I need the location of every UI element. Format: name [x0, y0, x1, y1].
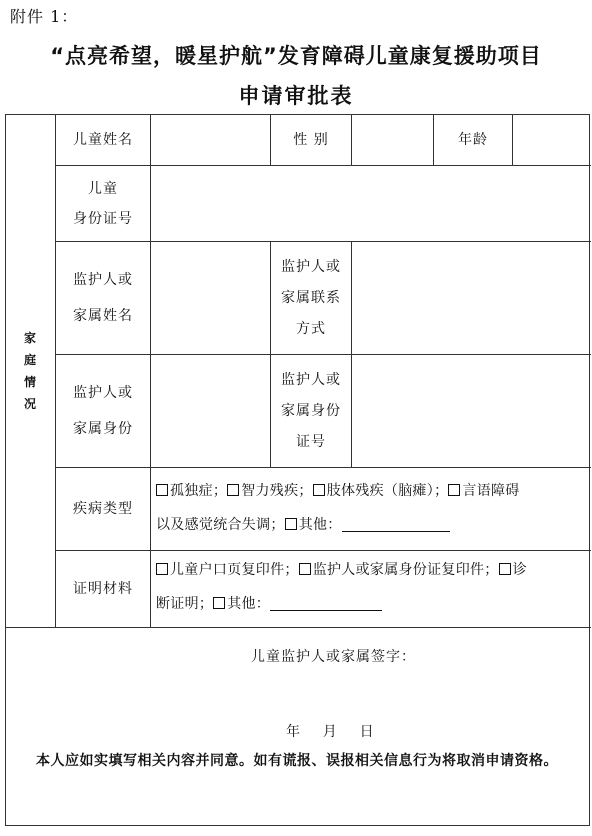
attachment-label: 附件 1： — [10, 7, 79, 26]
label-age: 年龄 — [458, 132, 488, 148]
disease-options — [156, 474, 588, 542]
label-guardian-id-line1: 监护人或 — [73, 385, 133, 401]
label-guardian-name-line1: 监护人或 — [73, 272, 133, 288]
label-guardian-contact-line3: 方式 — [296, 320, 326, 337]
divider — [6, 627, 591, 628]
label-child-id-line1: 儿童 — [88, 180, 118, 197]
checkbox-guardian-id-copy[interactable] — [299, 563, 311, 575]
proof-options — [156, 553, 588, 621]
section-label-char: 况 — [23, 397, 36, 411]
input-guardian-contact[interactable] — [352, 242, 591, 354]
label-guardian-id-number-line1: 监护人或 — [281, 371, 341, 388]
input-gender[interactable] — [352, 115, 433, 165]
application-form — [5, 114, 590, 826]
option-diagnosis: 诊 — [512, 562, 527, 578]
option-speech: 言语障碍 — [462, 483, 520, 499]
checkbox-physical[interactable] — [313, 484, 325, 496]
label-guardian-name — [56, 242, 150, 354]
checkbox-autism[interactable] — [156, 484, 168, 496]
label-guardian-id-number-line2: 家属身份 — [281, 402, 341, 419]
form-title-line2: 申请审批表 — [238, 84, 354, 108]
option-autism: 孤独症； — [170, 483, 228, 499]
disease-options-line1 — [156, 474, 588, 508]
label-guardian-contact-line2: 家属联系 — [281, 289, 341, 306]
input-age[interactable] — [513, 115, 591, 165]
section-label-char: 家 — [23, 331, 36, 345]
label-guardian-id — [56, 355, 150, 467]
checkbox-disease-other[interactable] — [285, 518, 297, 530]
label-guardian-id-number-line3: 证号 — [296, 433, 326, 450]
input-proof-other[interactable] — [270, 610, 382, 611]
declaration-text: 本人应如实填写相关内容并同意。如有谎报、误报相关信息行为将取消申请资格。 — [36, 753, 558, 769]
input-child-id[interactable] — [151, 166, 591, 241]
section-label-family — [20, 327, 40, 415]
input-guardian-id[interactable] — [151, 355, 270, 467]
proof-options-line1 — [156, 553, 588, 587]
option-physical: 肢体残疾（脑瘫）； — [326, 483, 449, 499]
label-child-name: 儿童姓名 — [73, 132, 133, 148]
input-guardian-name[interactable] — [151, 242, 270, 354]
section-label-char: 情 — [23, 375, 36, 389]
disease-options-line2 — [156, 508, 588, 542]
option-household-copy: 儿童户口页复印件； — [170, 562, 299, 578]
label-guardian-id-line2: 家属身份 — [73, 421, 133, 437]
form-title-line1: “点亮希望，暖星护航”发育障碍儿童康复援助项目 — [50, 44, 542, 68]
input-child-name[interactable] — [151, 115, 270, 165]
option-disease-other: 其他： — [298, 517, 342, 533]
option-guardian-id-copy: 监护人或家属身份证复印件； — [312, 562, 499, 578]
label-guardian-name-line2: 家属姓名 — [73, 308, 133, 324]
input-disease-other[interactable] — [342, 531, 450, 532]
label-guardian-contact-line1: 监护人或 — [281, 258, 341, 275]
label-proof-materials: 证明材料 — [73, 581, 133, 597]
label-gender: 性 别 — [293, 132, 329, 148]
checkbox-diagnosis[interactable] — [499, 563, 511, 575]
checkbox-proof-other[interactable] — [213, 597, 225, 609]
checkbox-speech[interactable] — [448, 484, 460, 496]
label-child-id-line2: 身份证号 — [73, 210, 133, 227]
signature-date: 年 月 日 — [286, 724, 375, 740]
label-child-id — [56, 166, 150, 241]
checkbox-intellectual[interactable] — [227, 484, 239, 496]
option-intellectual: 智力残疾； — [241, 483, 313, 499]
input-guardian-id-number[interactable] — [352, 355, 591, 467]
label-disease-type: 疾病类型 — [73, 501, 133, 517]
option-diagnosis-cont: 断证明； — [156, 596, 214, 612]
label-guardian-id-number — [271, 355, 351, 467]
option-sensory: 以及感觉统合失调； — [156, 517, 285, 533]
section-label-char: 庭 — [23, 353, 36, 367]
option-proof-other: 其他： — [227, 596, 271, 612]
checkbox-household-copy[interactable] — [156, 563, 168, 575]
proof-options-line2 — [156, 587, 588, 621]
label-guardian-contact — [271, 242, 351, 354]
signature-label: 儿童监护人或家属签字： — [251, 649, 416, 665]
